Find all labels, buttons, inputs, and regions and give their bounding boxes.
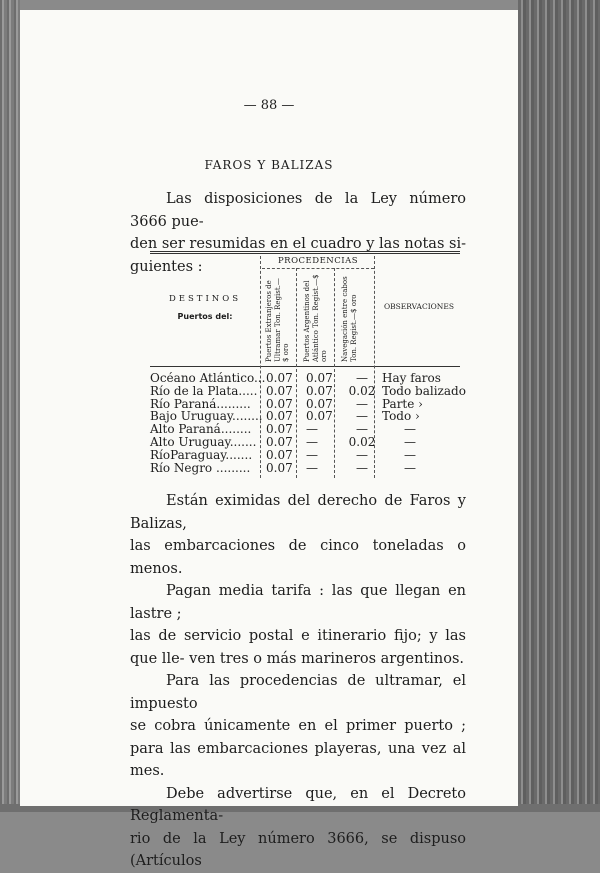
observacion: Hay faros: [382, 371, 441, 385]
paragraph-first-line: Para las procedencias de ultramar, el impuesto: [130, 673, 466, 712]
paragraph-first-line: Debe advertirse que, en el Decreto Reglamenta-: [130, 785, 466, 824]
scan-right-edge: [518, 0, 600, 812]
body-paragraph: [130, 490, 466, 580]
observacion: Todo ›: [382, 409, 420, 424]
table-row: [150, 372, 460, 385]
observacion: —: [404, 434, 416, 449]
value-atlantico: 0.07: [306, 409, 333, 424]
value-ultramar: 0.07: [266, 434, 293, 449]
table-header-rule: [150, 366, 460, 367]
body-paragraph: [130, 580, 466, 670]
header-atlantico: Puertos Argentinos del Atlántico Ton. Regist.—$ oro: [303, 274, 328, 362]
value-cabos: 0.02: [348, 383, 376, 398]
port-name: Río Negro .........: [150, 460, 251, 475]
paragraph-first-line: Pagan media tarifa : las que llegan en lastre ;: [130, 583, 466, 622]
value-cabos: —: [356, 460, 368, 475]
value-ultramar: 0.07: [266, 422, 293, 437]
table-row: [150, 462, 460, 475]
value-atlantico: 0.07: [306, 396, 333, 411]
port-name: Río Paraná.........: [150, 396, 251, 411]
value-ultramar: 0.07: [266, 447, 293, 462]
scan-left-edge: [0, 0, 20, 812]
table-top-rule: [150, 251, 460, 252]
port-name: Río de la Plata.....: [150, 383, 258, 398]
port-name: Bajo Uruguay........: [150, 409, 263, 424]
procedencias-underline: [262, 268, 374, 269]
header-puertos-del: Puertos del:: [177, 312, 233, 321]
observacion: Parte ›: [382, 396, 423, 411]
paragraph-rest: las embarcaciones de cinco toneladas o menos.: [130, 538, 466, 577]
body-text: [130, 490, 466, 873]
page-number: — 88 —: [243, 98, 295, 113]
intro-first-line: Las disposiciones de la Ley número 3666 pue-: [130, 191, 466, 230]
table-body: [150, 371, 466, 475]
value-atlantico: —: [306, 460, 318, 475]
port-name: Océano Atlántico...: [150, 371, 266, 385]
header-procedencias: PROCEDENCIAS: [277, 256, 359, 266]
paragraph-rest: se cobra únicamente en el primer puerto ; para las embarcaciones playeras, una vez al mes.: [130, 718, 466, 779]
observacion: Todo balizado: [382, 383, 466, 398]
value-ultramar: 0.07: [266, 396, 293, 411]
port-name: RíoParaguay.......: [150, 447, 253, 462]
body-paragraph: [130, 670, 466, 783]
value-atlantico: —: [306, 447, 318, 462]
value-atlantico: —: [306, 422, 318, 437]
book-page: [20, 10, 518, 869]
value-ultramar: 0.07: [266, 383, 293, 398]
value-atlantico: 0.07: [306, 371, 333, 385]
port-name: Alto Paraná........: [150, 422, 252, 437]
table-row: [150, 383, 466, 398]
header-observaciones: OBSERVACIONES: [383, 302, 454, 311]
table-row: [150, 436, 460, 449]
intro-rest: den ser resumidas en el cuadro y las notas si- guientes :: [130, 236, 466, 275]
value-cabos: —: [356, 422, 368, 437]
port-name: Alto Uruguay.......: [150, 434, 257, 449]
paragraph-rest: las de servicio postal e itinerario fijo; y las que lle- ven tres o más marineros argentinos.: [130, 628, 466, 667]
value-atlantico: 0.07: [306, 383, 333, 398]
table-row: [150, 449, 460, 462]
value-atlantico: —: [306, 434, 318, 449]
value-cabos: —: [356, 396, 368, 411]
value-cabos: —: [356, 409, 368, 424]
value-cabos: —: [356, 371, 368, 385]
table-top-rule-2: [150, 253, 460, 254]
header-cabos: Navegación entre cabos Ton. Regist.—$ oro: [341, 276, 358, 362]
value-ultramar: 0.07: [266, 409, 293, 424]
header-ultramar: Puertos Extranjeros de Ultramar Ton. Regist.—$ oro: [265, 278, 290, 362]
observacion: —: [404, 422, 416, 437]
value-cabos: 0.02: [348, 434, 376, 449]
value-ultramar: 0.07: [266, 460, 293, 475]
value-cabos: —: [356, 447, 368, 462]
body-paragraph: [130, 783, 466, 873]
value-ultramar: 0.07: [266, 371, 293, 385]
section-title: FAROS Y BALIZAS: [204, 158, 334, 172]
observacion: —: [404, 460, 416, 475]
header-destinos: DESTINOS: [168, 294, 242, 304]
paragraph-first-line: Están eximidas del derecho de Faros y Balizas,: [130, 493, 466, 532]
observacion: —: [404, 447, 416, 462]
paragraph-rest: rio de la Ley número 3666, se dispuso (Artículos: [130, 830, 466, 869]
